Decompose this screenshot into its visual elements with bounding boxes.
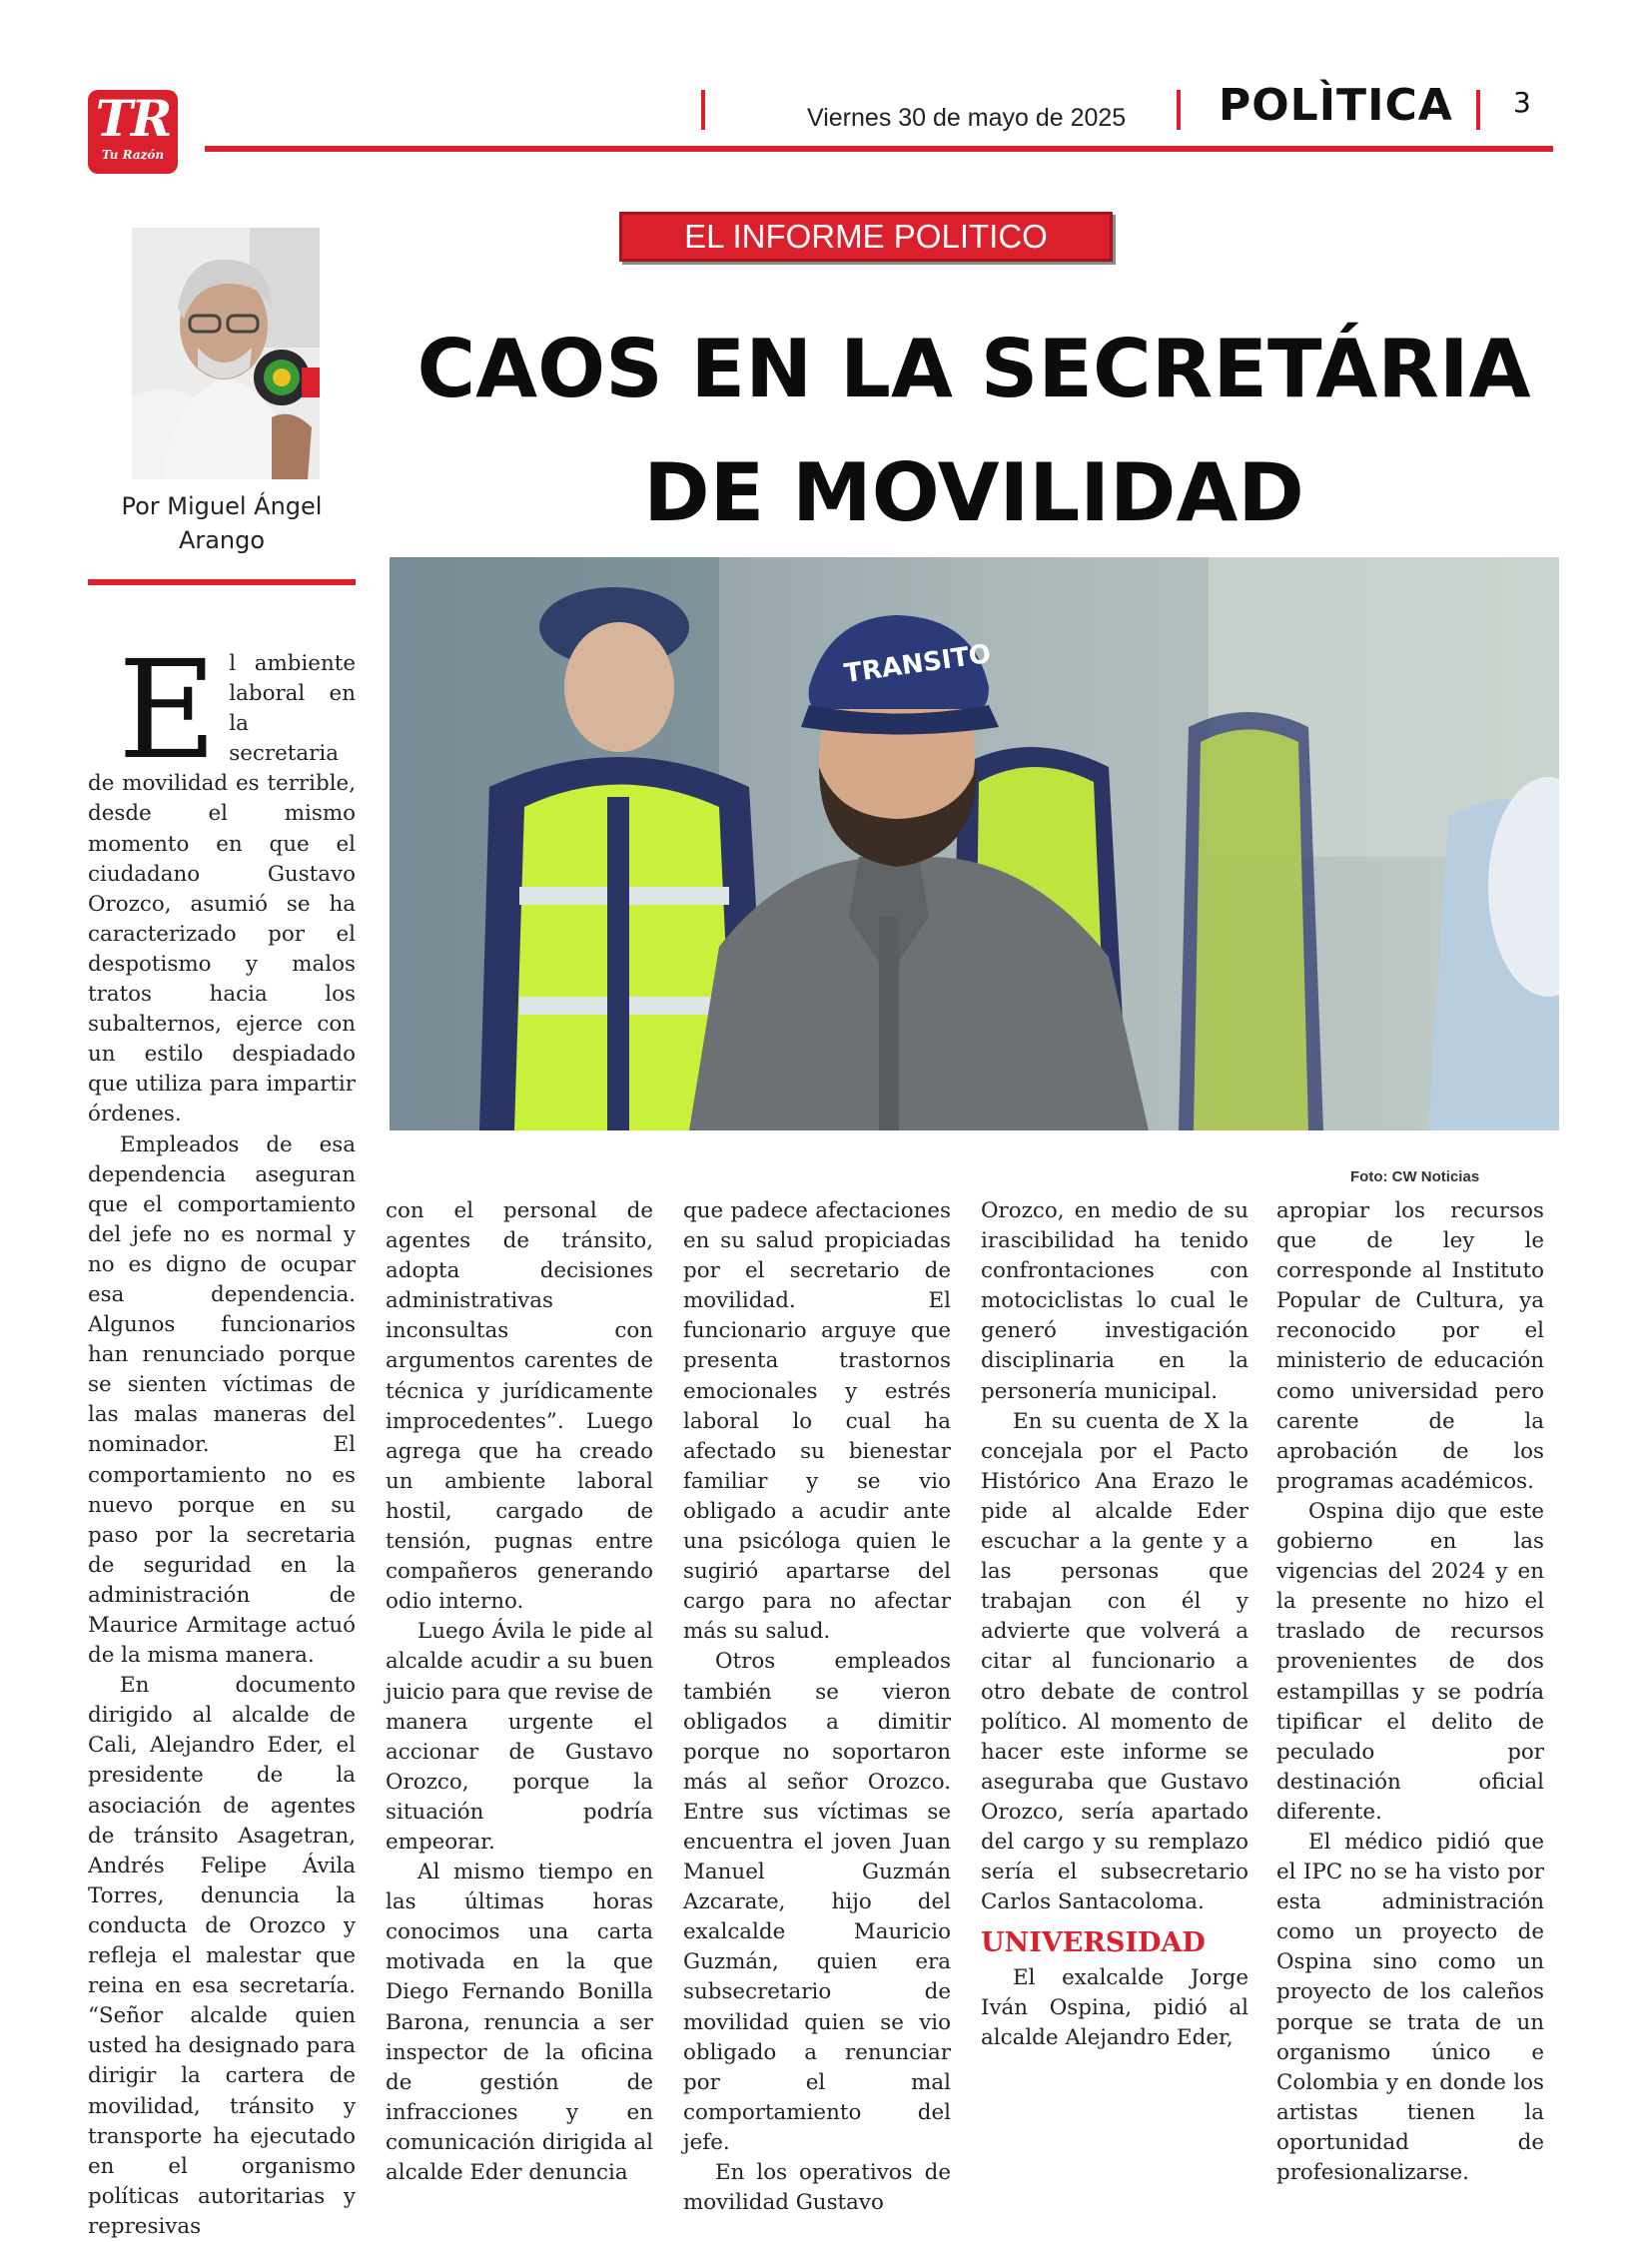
article-column-4	[981, 1196, 1248, 2054]
paragraph: con el personal de agentes de tránsito, adopta decisiones administrativas inconsultas con argumentos carentes de técnica y jurídicamente improcedentes”. Luego agrega que ha creado un ambiente laboral hostil, cargado de tensión, pugnas entre compañeros generando odio interno.	[386, 1198, 653, 1615]
article-headline	[380, 308, 1568, 555]
paragraph: El médico pidió que el IPC no se ha visto por esta administración como un proyecto de Ospina sino como un proyecto de los caleños porque se trata de un organismo único e Colombia y en donde los artistas tienen la oportunidad de profesionalizarse.	[1276, 1829, 1544, 2185]
paragraph: En documento dirigido al alcalde de Cali, Alejandro Eder, el presidente de la asociación de agentes de tránsito Asagetran, Andrés Felipe Ávila Torres, denuncia la conducta de Orozco y refleja el malestar que reina en esa secretaría. “Señor alcalde quien usted ha designado para dirigir la cartera de movilidad, tránsito y transporte ha ejecutado en el organismo políticas autoritarias y represivas	[88, 1673, 356, 2239]
byline-rule	[88, 579, 356, 585]
photo-credit: Foto: CW Noticias	[1350, 1168, 1480, 1185]
logo-name: Tu Razón	[101, 148, 165, 162]
article-column-3	[683, 1196, 951, 2218]
subhead-universidad: UNIVERSIDAD	[981, 1927, 1206, 1959]
headline-line-2: DE MOVILIDAD	[643, 446, 1304, 539]
masthead-rule	[205, 146, 1553, 152]
author-byline: Por Miguel Ángel Arango	[121, 492, 323, 554]
paragraph: apropiar los recursos que de ley le corresponde al Instituto Popular de Cultura, ya reconocido por el ministerio de educación como universidad pero carente de la aprobación de los programas académicos.	[1276, 1198, 1544, 1494]
drop-cap: E	[118, 632, 218, 790]
divider-bar	[1177, 90, 1181, 130]
paragraph: Otros empleados también se vieron obligados a dimitir porque no soportaron más al señor Orozco. Entre sus víctimas se encuentra el joven Juan Manuel Guzmán Azcarate, hijo del exalcalde Mauricio Guzmán, quien era subsecretario de movilidad quien se vio obligado a renunciar por el mal comportamiento del jefe.	[683, 1649, 951, 2155]
article-column-2	[386, 1196, 653, 2188]
main-photo	[390, 557, 1559, 1130]
article-column-5	[1276, 1196, 1544, 2188]
paragraph: En su cuenta de X la concejala por el Pacto Histórico Ana Erazo le pide al alcalde Eder escuchar a la gente y a las personas que trabajan con él y advierte que volverá a citar al funcionario a otro debate de control político. Al momento de hacer este informe se aseguraba que Gustavo Orozco, sería apartado del cargo y su remplazo sería el subsecretario Carlos Santacoloma.	[981, 1408, 1248, 1915]
paragraph: Al mismo tiempo en las últimas horas conocimos una carta motivada en la que Diego Fernando Bonilla Barona, renuncia a ser inspector de la oficina de gestión de infracciones y en comunicación dirigida al alcalde Eder denuncia	[386, 1860, 653, 2185]
paragraph: Orozco, en medio de su irascibilidad ha tenido confrontaciones con motociclistas lo cual le generó investigación disciplinaria en la personería municipal.	[981, 1198, 1248, 1404]
cap-label: TRANSITO	[842, 638, 994, 690]
paragraph: Empleados de esa dependencia aseguran que el comportamiento del jefe no es normal y no es digno de ocupar esa dependencia. Algunos funcionarios han renunciado porque se sienten víctimas de las malas maneras del nominador. El comportamiento no es nuevo porque en su paso por la secretaria de seguridad en la administración de Maurice Armitage actuó de la misma manera.	[88, 1131, 356, 1669]
author-portrait-illustration	[132, 228, 320, 479]
paragraph: que padece afectaciones en su salud propiciadas por el secretario de movilidad. El funcionario arguye que presenta trastornos emocionales y estrés laboral lo cual ha afectado su bienestar familiar y se vio obligado a acudir ante una psicóloga quien le sugirió apartarse del cargo para no afectar más su salud.	[683, 1198, 951, 1645]
issue-date: Viernes 30 de mayo de 2025	[807, 104, 1127, 132]
section-kicker: EL INFORME POLITICO	[619, 212, 1113, 262]
page-number: 3	[1513, 86, 1531, 119]
tu-razon-logo[interactable]	[88, 90, 178, 174]
paragraph: Ospina dijo que este gobierno en las vigencias del 2024 y en la presente no hizo el traslado de recursos provenientes de dos estampillas y se podría tipificar el delito de peculado por destinación oficial diferente.	[1276, 1498, 1544, 1825]
article-column-1	[88, 632, 356, 2242]
paragraph: En los operativos de movilidad Gustavo	[683, 2160, 951, 2216]
divider-bar	[701, 90, 705, 130]
paragraph: Luego Ávila le pide al alcalde acudir a su buen juicio para que revise de manera urgente el accionar de Gustavo Orozco, porque la situación podría empeorar.	[386, 1619, 653, 1855]
paragraph	[88, 632, 356, 1130]
paragraph: El exalcalde Jorge Iván Ospina, pidió al alcalde Alejandro Eder,	[981, 1965, 1248, 2051]
divider-bar	[1476, 90, 1480, 130]
transit-officers-illustration	[390, 557, 1559, 1130]
section-title: POLÌTICA	[1219, 80, 1453, 131]
author-photo	[132, 228, 320, 479]
logo-monogram: TR	[95, 89, 171, 148]
headline-line-1: CAOS EN LA SECRETÁRIA	[416, 323, 1531, 415]
paragraph-text: l ambiente laboral en la secretaria de movilidad es terrible, desde el mismo momento en que el ciudadano Gustavo Orozco, asumió se ha caracterizado por el despotismo y malos tratos hacia los subalternos, ejerce con un estilo despiadado que utiliza para impartir órdenes.	[88, 651, 356, 1127]
